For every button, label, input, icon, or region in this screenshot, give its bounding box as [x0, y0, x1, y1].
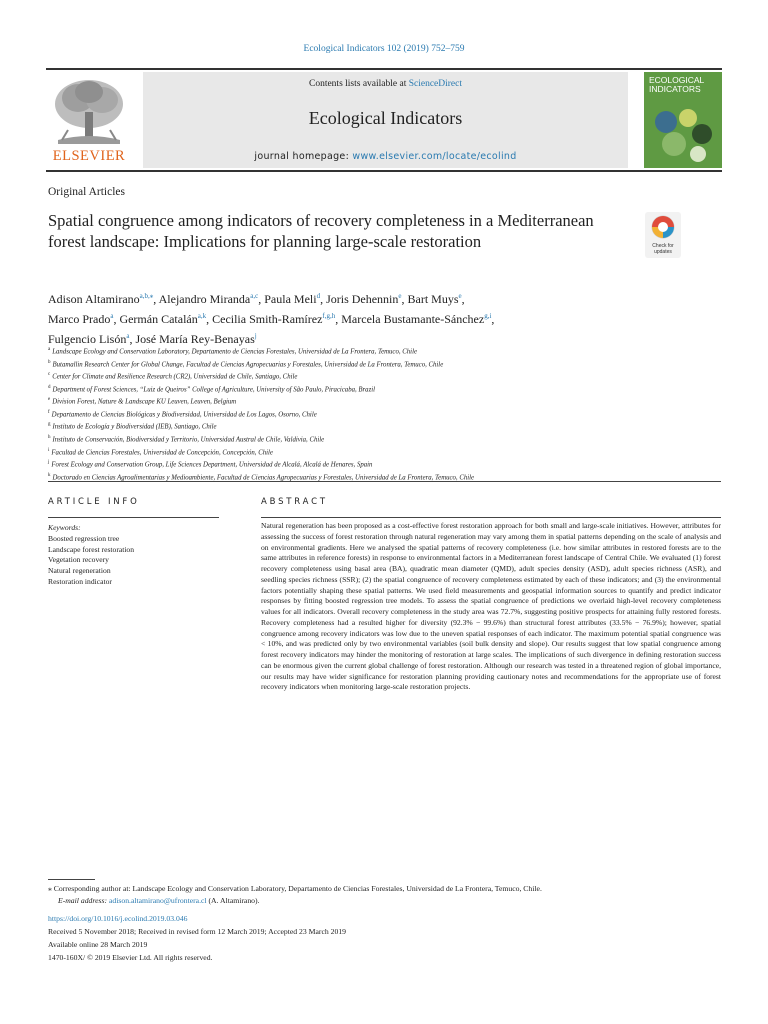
article-info-heading: ARTICLE INFO [48, 497, 140, 507]
received-dates: Received 5 November 2018; Received in revised form 12 March 2019; Accepted 23 March 2019 [48, 927, 347, 936]
footnote-rule [48, 879, 95, 880]
crossmark-icon [645, 212, 681, 258]
author-name[interactable]: José María Rey-Benayas [135, 332, 255, 346]
affiliation-text: Forest Ecology and Conservation Group, Life Sciences Department, Universidad de Alcalá, Alcalá de Henares, Spain [51, 461, 373, 469]
affiliation-item [48, 345, 728, 358]
author-separator: , [113, 312, 120, 326]
contents-prefix: Contents lists available at [308, 79, 409, 89]
online-date: Available online 28 March 2019 [48, 940, 148, 949]
check-for-updates-badge[interactable] [645, 212, 681, 258]
affiliation-text: Center for Climate and Resilience Research (CR2), Universidad de Chile, Santiago, Chile [52, 373, 298, 381]
author-list [48, 288, 668, 348]
author-separator: , [206, 312, 213, 326]
cover-title [649, 76, 704, 94]
author-name[interactable]: Paula Meli [264, 292, 317, 306]
affiliation-key: g [48, 422, 51, 428]
keywords-block [48, 523, 219, 588]
journal-reference-link[interactable]: Ecological Indicators 102 (2019) 752–759 [303, 44, 465, 54]
author-separator: , [153, 292, 159, 306]
author-name[interactable]: Fulgencio Lisón [48, 332, 127, 346]
author-affiliation-marker[interactable]: a,b,⁎ [139, 292, 154, 300]
email-owner: (A. Altamirano). [206, 895, 260, 905]
keyword: Boosted regression tree [48, 533, 120, 543]
affiliation-key: b [48, 359, 51, 365]
journal-homepage-line [143, 151, 628, 162]
author-name[interactable]: Marco Prado [48, 312, 111, 326]
copyright-notice: 1470-160X/ © 2019 Elsevier Ltd. All rights reserved. [48, 953, 213, 962]
affiliation-item [48, 358, 728, 371]
affiliation-text: Department of Forest Sciences, “Luiz de Queiros” College of Agriculture, University of São Paulo, Piracicaba, Brazil [52, 385, 376, 393]
email-link[interactable]: adison.altamirano@ufrontera.cl [108, 895, 207, 905]
affiliation-text: Departamento de Ciencias Biológicas y Biodiversidad, Universidad de Los Lagos, Osorno, Chile [51, 411, 317, 419]
affiliation-text: Division Forest, Nature & Landscape KU Leuven, Leuven, Belgium [52, 398, 237, 406]
cover-title-line-1: ECOLOGICAL [649, 75, 705, 85]
elsevier-wordmark: ELSEVIER [52, 148, 126, 164]
affiliation-item [48, 383, 728, 396]
affiliation-item [48, 395, 728, 408]
affiliation-item [48, 408, 728, 421]
homepage-link[interactable]: www.elsevier.com/locate/ecolind [352, 151, 517, 162]
author-name[interactable]: Adison Altamirano [48, 292, 140, 306]
section-rule [48, 481, 721, 482]
keyword: Natural regeneration [48, 566, 111, 576]
tree-icon [48, 74, 130, 146]
sciencedirect-link[interactable]: ScienceDirect [408, 79, 462, 89]
abstract-text: Natural regeneration has been proposed as a cost-effective forest restoration approach for both small and large-scale initiatives. However, attributes for assessing the success of forest restoration through natural regeneration may vary among them in spatial patterns depending on the scale of analysis and on environmental gradients. Here we analysed the spatial patterns of recovery completeness (i.e. how similar attributes in restored forests are to the same attributes in reference forests) in response to environmental factors in a Mediterranean forest landscape of Central Chile. We evaluated (1) forest recovery completeness using basal area (BA), quadratic mean diameter (QMD), adult species density (ASD), adult species richness (ASR), and seedling species richness (SSR); (2) the spatial congruence of recovery completeness estimated by each of these indicators; and (3) the environmental factors potentially shaping these spatial patterns. We used field measurements and geospatial information sources to quantify and predict indicator responses by fitting boosted regression tree models. To assess the spatial congruence of predictions we overlaid high-level recovery completeness values for all indicators. Overall recovery completeness in the study area was 72.7%, suggesting positive prospects for attaining fully restored forests. Recovery completeness had a resulted higher for diversity (92.3% − 99.6%) than structural forest attributes (33.5% − 76.9%); however, spatial congruence among recovery indicators was low due to the uneven spatial responses of each indicator. The maximum potential spatial congruence was < 10%, and was predicted only by two environmental variables (soil bulk density and slope). Our results suggest that low spatial congruence among forest recovery indicators may hinder the monitoring of restoration at large scales. The implications of such divergence in defining restoration success can be enormous given the current global challenge of forest restoration. Although our research was tested in a threatened region of global importance, our results may have wider significance for restoration planning providing cautionary notes and recommendations for the appropriate use of forest recovery indicators when monitoring large-scale restoration projects. [261, 521, 721, 692]
email-label: E-mail address: [58, 895, 108, 905]
affiliation-key: f [48, 409, 50, 415]
affiliation-item [48, 433, 728, 446]
contents-line [143, 79, 628, 89]
author-affiliation-marker[interactable]: a,c [250, 292, 259, 300]
header-top-rule [46, 68, 722, 70]
cover-art-icon [644, 100, 722, 168]
journal-cover-image[interactable] [644, 72, 722, 168]
affiliation-text: Landscape Ecology and Conservation Laboratory, Departamento de Ciencias Forestales, Universidad de La Frontera, Temuco, Chile [52, 348, 417, 356]
affiliation-key: j [48, 460, 50, 466]
corresponding-author-note: ⁎ Corresponding author at: Landscape Ecology and Conservation Laboratory, Departamento de Ciencias Forestales, Universidad de La Frontera, Temuco, Chile. [48, 884, 542, 893]
author-name[interactable]: Joris Dehennin [326, 292, 399, 306]
affiliation-key: h [48, 434, 51, 440]
author-name[interactable]: Alejandro Miranda [158, 292, 251, 306]
affiliation-list [48, 345, 728, 483]
affiliation-key: d [48, 384, 51, 390]
section-type: Original Articles [48, 186, 125, 198]
author-name[interactable]: Cecilia Smith-Ramírez [212, 312, 323, 326]
affiliation-item [48, 420, 728, 433]
email-line [48, 895, 728, 907]
journal-name: Ecological Indicators [308, 108, 463, 128]
author-affiliation-marker[interactable]: e [398, 292, 402, 300]
author-affiliation-marker[interactable]: f,g,h [322, 312, 336, 320]
svg-text:Check for: Check for [652, 243, 674, 249]
keyword: Restoration indicator [48, 576, 112, 586]
affiliation-key: c [48, 372, 51, 378]
keywords-label: Keywords: [48, 523, 81, 532]
affiliation-text: Instituto de Conservación, Biodiversidad y Territorio, Universidad Austral de Chile, Valdivia, Chile [52, 436, 325, 444]
author-separator: , [461, 292, 465, 306]
author-separator: , [335, 312, 342, 326]
doi-link[interactable]: https://doi.org/10.1016/j.ecolind.2019.03.046 [48, 914, 188, 923]
homepage-prefix: journal homepage: [254, 151, 353, 162]
affiliation-text: Instituto de Ecología y Biodiversidad (IEB), Santiago, Chile [52, 423, 217, 431]
affiliation-item [48, 370, 728, 383]
header-bottom-rule [46, 170, 722, 172]
author-separator: , [401, 292, 408, 306]
author-affiliation-marker[interactable]: a,k [197, 312, 207, 320]
abstract-rule [261, 517, 721, 518]
author-name[interactable]: Marcela Bustamante-Sánchez [341, 312, 485, 326]
affiliation-text: Doctorado en Ciencias Agroalimentarias y Medioambiente, Facultad de Ciencias Agropecuarias y Forestales, Universidad de La Frontera, Temuco, Chile [52, 473, 475, 481]
affiliation-key: e [48, 397, 51, 403]
author-name[interactable]: Germán Catalán [119, 312, 198, 326]
affiliation-key: a [48, 347, 51, 352]
cover-title-line-2: INDICATORS [649, 84, 701, 94]
keyword: Vegetation recovery [48, 555, 109, 565]
svg-text:updates: updates [654, 249, 672, 255]
corresponding-author-footnote [48, 883, 728, 906]
author-separator: , [258, 292, 265, 306]
keyword: Landscape forest restoration [48, 544, 135, 554]
affiliation-key: i [48, 447, 50, 453]
author-affiliation-marker[interactable]: d [316, 292, 321, 300]
affiliation-key: k [48, 472, 51, 478]
author-name[interactable]: Bart Muys [407, 292, 459, 306]
author-separator: , [491, 312, 495, 326]
abstract-heading: ABSTRACT [261, 497, 328, 507]
affiliation-text: Facultad de Ciencias Forestales, Universidad de Concepción, Concepción, Chile [51, 448, 273, 456]
affiliation-item [48, 446, 728, 459]
author-affiliation-marker[interactable]: g,i [484, 312, 492, 320]
article-info-rule [48, 517, 219, 518]
author-separator: , [129, 332, 136, 346]
author-affiliation-marker[interactable]: j [254, 332, 257, 340]
author-affiliation-marker[interactable]: a [110, 312, 114, 320]
author-affiliation-marker[interactable]: e [458, 292, 462, 300]
author-affiliation-marker[interactable]: a [126, 332, 130, 340]
author-separator: , [320, 292, 327, 306]
affiliation-text: Butamallin Research Center for Global Change, Facultad de Ciencias Agropecuarias y Forestales, Universidad de La Frontera, Temuco, Chile [52, 360, 444, 368]
article-title: Spatial congruence among indicators of recovery completeness in a Mediterranean forest landscape: Implications for planning large-scale restoration [48, 211, 594, 251]
affiliation-item [48, 458, 728, 471]
